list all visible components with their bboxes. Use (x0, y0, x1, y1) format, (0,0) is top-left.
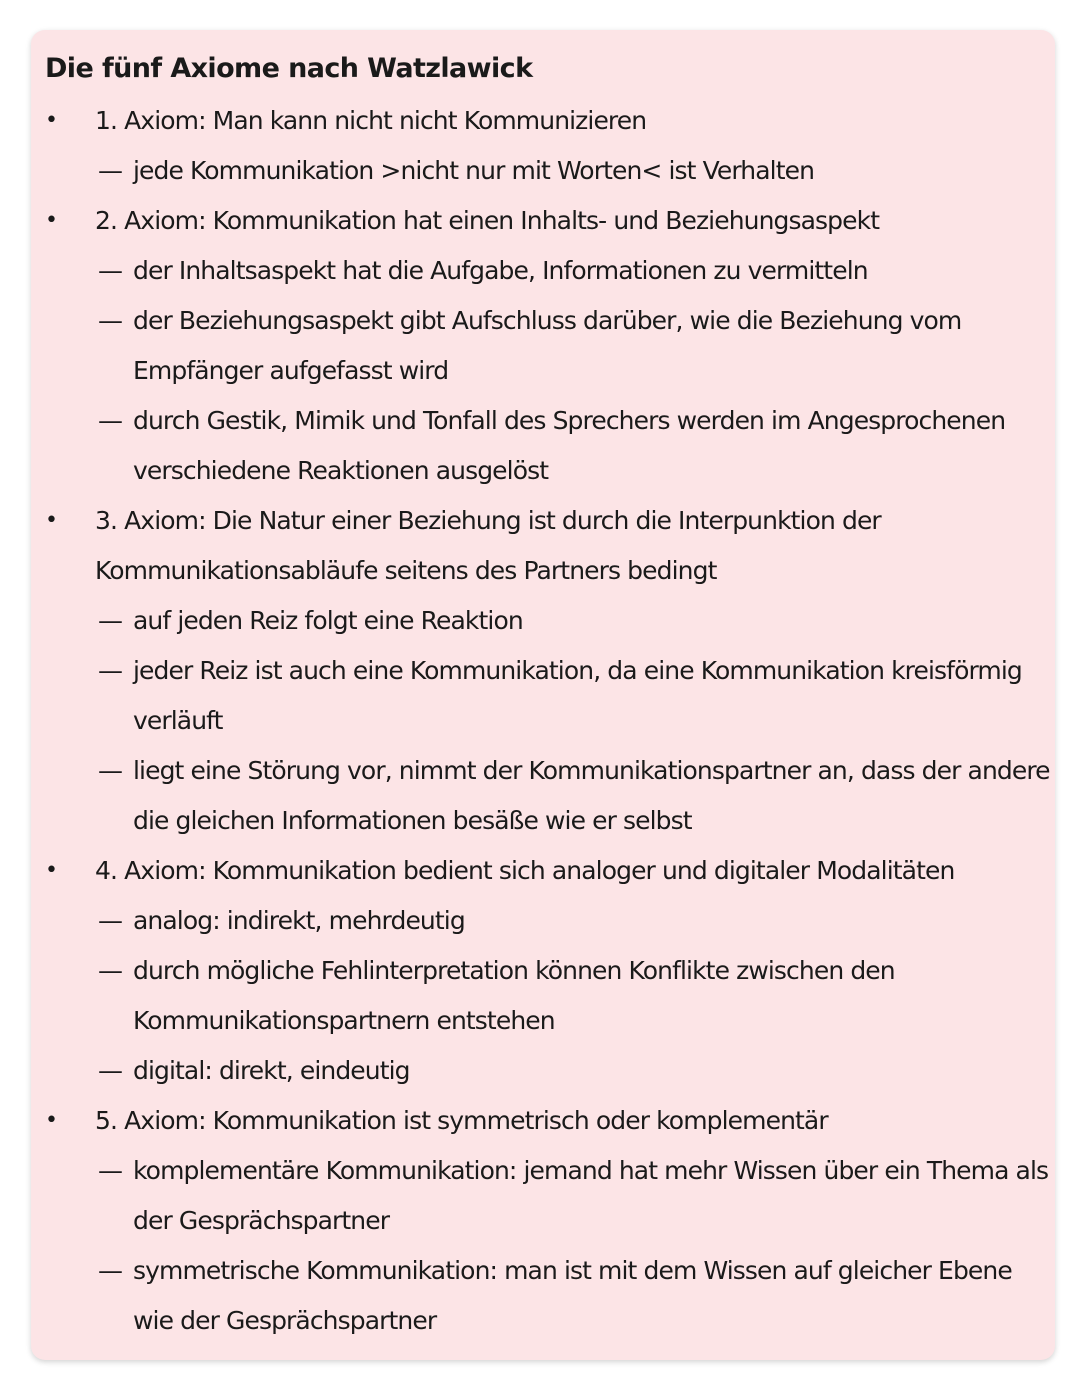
axiom-5 (45, 1096, 1055, 1346)
list-item (45, 146, 1055, 196)
list-item (45, 946, 1055, 1046)
axiom-heading: 4. Axiom: Kommunikation bedient sich analoger und digitaler Modalitäten (95, 856, 955, 885)
dash-icon: — (98, 1156, 123, 1185)
axiom-points (45, 246, 1055, 496)
dash-icon: — (98, 1056, 123, 1085)
axiom-points (45, 1146, 1055, 1346)
list-item (45, 396, 1055, 496)
dash-icon: — (98, 756, 123, 785)
bullet-icon: • (45, 108, 58, 133)
point-text: auf jeden Reiz folgt eine Reaktion (133, 606, 523, 635)
point-text: liegt eine Störung vor, nimmt der Kommunikationspartner an, dass der andere die gleichen Informationen besäße wie er selbst (133, 756, 1050, 835)
list-item (45, 1046, 1055, 1096)
dash-icon: — (98, 306, 123, 335)
dash-icon: — (98, 606, 123, 635)
bullet-icon: • (45, 1108, 58, 1133)
point-text: analog: indirekt, mehrdeutig (133, 906, 465, 935)
dash-icon: — (98, 656, 123, 685)
axiom-3 (45, 496, 1055, 846)
axiom-heading: 3. Axiom: Die Natur einer Beziehung ist durch die Interpunktion der Kommunikationsabläufe seitens des Partners bedingt (95, 506, 881, 585)
page-title: Die fünf Axiome nach Watzlawick (45, 53, 533, 84)
axiom-heading: 2. Axiom: Kommunikation hat einen Inhalts- und Beziehungsaspekt (95, 206, 880, 235)
point-text: durch mögliche Fehlinterpretation können Konflikte zwischen den Kommunikationspartnern entstehen (133, 956, 895, 1035)
point-text: der Inhaltsaspekt hat die Aufgabe, Informationen zu vermitteln (133, 256, 868, 285)
list-item (45, 1246, 1055, 1346)
list-item (45, 646, 1055, 746)
bullet-icon: • (45, 508, 58, 533)
axiom-points (45, 596, 1055, 846)
dash-icon: — (98, 906, 123, 935)
list-item (45, 296, 1055, 396)
point-text: jeder Reiz ist auch eine Kommunikation, da eine Kommunikation kreisförmig verläuft (133, 656, 1022, 735)
axiom-2 (45, 196, 1055, 496)
point-text: der Beziehungsaspekt gibt Aufschluss darüber, wie die Beziehung vom Empfänger aufgefasst wird (133, 306, 962, 385)
list-item (45, 896, 1055, 946)
axiom-1 (45, 96, 1055, 196)
axiom-points (45, 146, 1055, 196)
point-text: jede Kommunikation >nicht nur mit Worten< ist Verhalten (133, 156, 815, 185)
dash-icon: — (98, 956, 123, 985)
note-content (45, 42, 1055, 1346)
bullet-icon: • (45, 208, 58, 233)
dash-icon: — (98, 406, 123, 435)
point-text: komplementäre Kommunikation: jemand hat mehr Wissen über ein Thema als der Gesprächspartner (133, 1156, 1049, 1235)
point-text: symmetrische Kommunikation: man ist mit dem Wissen auf gleicher Ebene wie der Gesprächspartner (133, 1256, 1012, 1335)
list-item (45, 596, 1055, 646)
dash-icon: — (98, 156, 123, 185)
bullet-icon: • (45, 858, 58, 883)
dash-icon: — (98, 1256, 123, 1285)
axiom-heading: 1. Axiom: Man kann nicht nicht Kommunizieren (95, 106, 647, 135)
axiom-points (45, 896, 1055, 1096)
axiom-heading: 5. Axiom: Kommunikation ist symmetrisch oder komplementär (95, 1106, 828, 1135)
list-item (45, 1146, 1055, 1246)
point-text: durch Gestik, Mimik und Tonfall des Sprechers werden im Angesprochenen verschiedene Reaktionen ausgelöst (133, 406, 1006, 485)
dash-icon: — (98, 256, 123, 285)
list-item (45, 246, 1055, 296)
list-item (45, 746, 1055, 846)
axiom-4 (45, 846, 1055, 1096)
point-text: digital: direkt, eindeutig (133, 1056, 410, 1085)
